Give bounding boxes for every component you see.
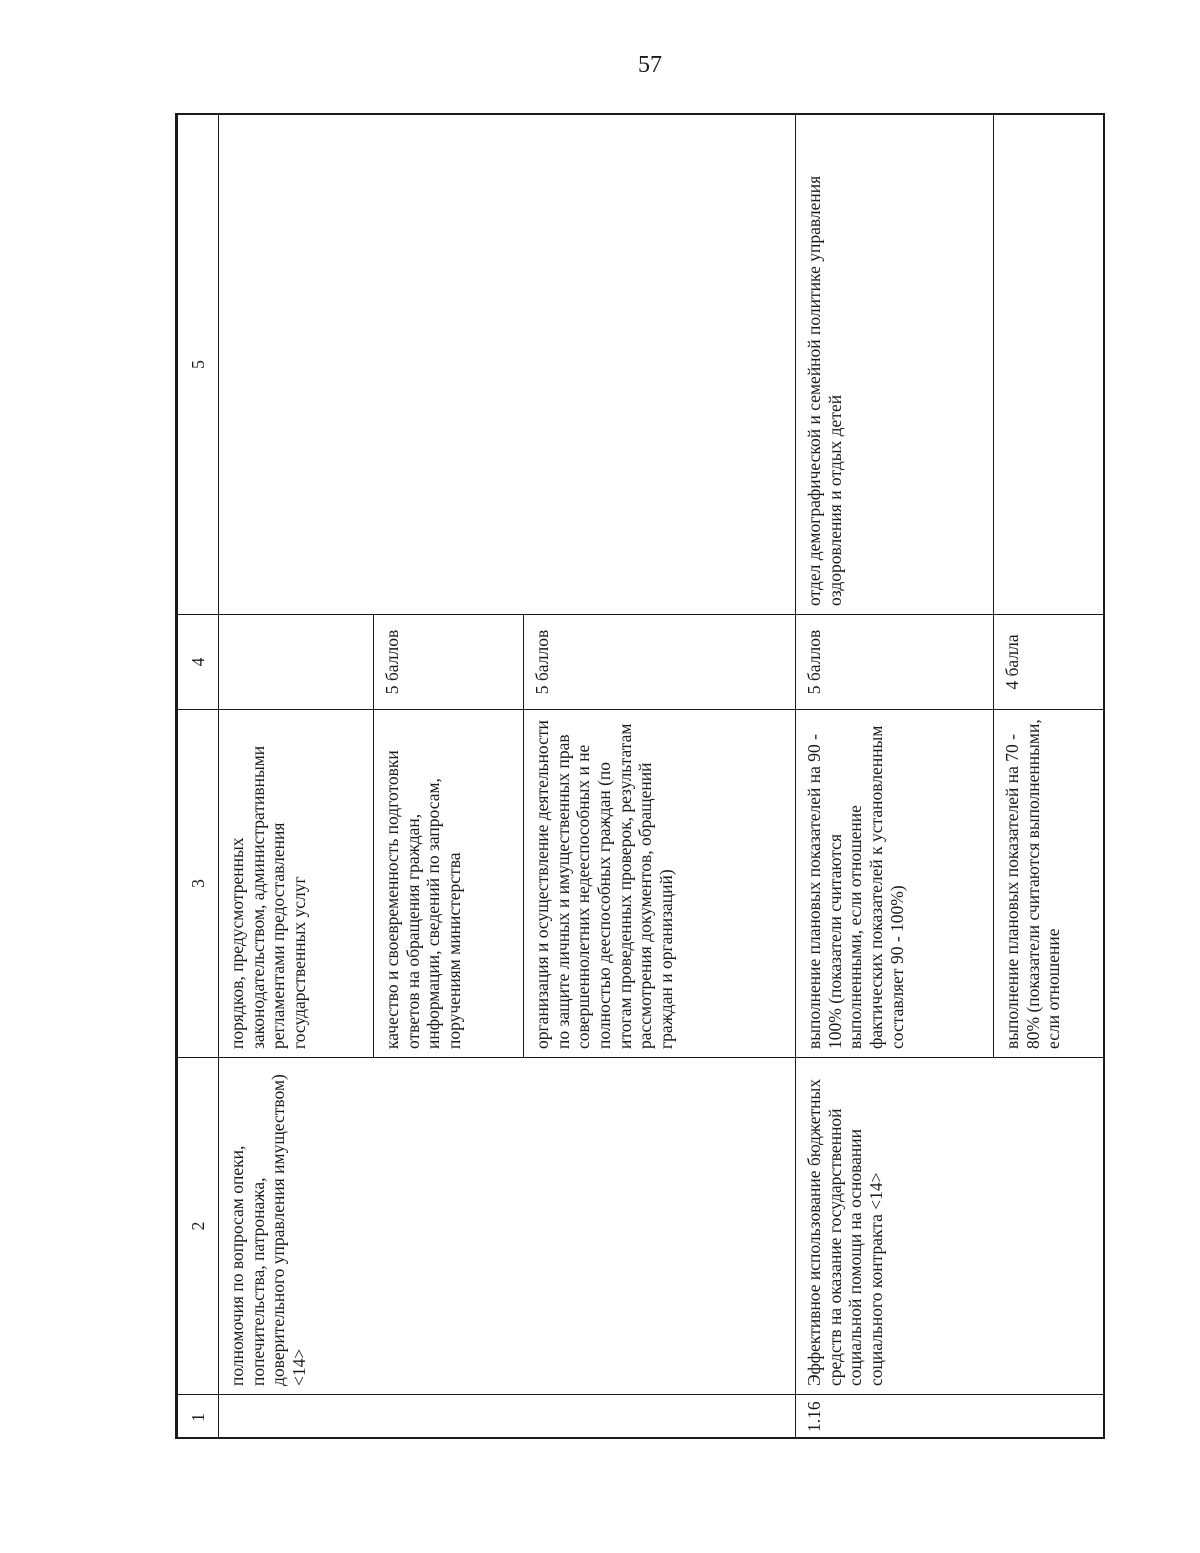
criteria-table [177,114,1105,1439]
responsible-cell: отдел демографической и семейной политике управления оздоровления и отдых детей [796,115,994,615]
indicator-cell: организация и осуществление деятельности по защите личных и имущественных прав совершеннолетних недееспособных и не полностью дееспособных граждан (по итогам проведенных проверок, результатам рассмотрения документов, обращений граждан и организаций) [524,710,796,1058]
col-header-2: 2 [178,1058,219,1395]
col-header-3: 3 [178,710,219,1058]
item-number-cell [219,1395,796,1440]
responsible-cell [219,115,796,615]
col-header-1: 1 [178,1395,219,1440]
score-cell: 5 баллов [374,615,524,710]
rotated-table-frame [175,113,1105,1439]
table-row [796,115,994,1440]
score-cell: 5 баллов [796,615,994,710]
col-header-5: 5 [178,115,219,615]
col-header-4: 4 [178,615,219,710]
responsible-cell [994,115,1106,615]
score-cell: 5 баллов [524,615,796,710]
page-number: 57 [638,52,662,78]
indicator-cell: выполнение плановых показателей на 90 - 100% (показатели считаются выполненными, если отношение фактических показателей к установленным составляет 90 - 100%) [796,710,994,1058]
score-cell [219,615,374,710]
criterion-name-cell: полномочия по вопросам опеки, попечительства, патронажа, доверительного управления имуществом) <14> [219,1058,796,1395]
rotated-table [177,115,1105,1439]
criterion-name-cell: Эффективное использование бюджетных средств на оказание государственной социальной помощи на основании социального контракта <14> [796,1058,1106,1395]
indicator-cell: порядков, предусмотренных законодательством, административными регламентами предоставления государственных услуг [219,710,374,1058]
table-row [219,115,374,1440]
item-number-cell: 1.16 [796,1395,1106,1440]
score-cell: 4 балла [994,615,1106,710]
indicator-cell: выполнение плановых показателей на 70 - 80% (показатели считаются выполненными, если отношение [994,710,1106,1058]
indicator-cell: качество и своевременность подготовки ответов на обращения граждан, информации, сведений по запросам, поручениям министерства [374,710,524,1058]
header-row [178,115,219,1440]
